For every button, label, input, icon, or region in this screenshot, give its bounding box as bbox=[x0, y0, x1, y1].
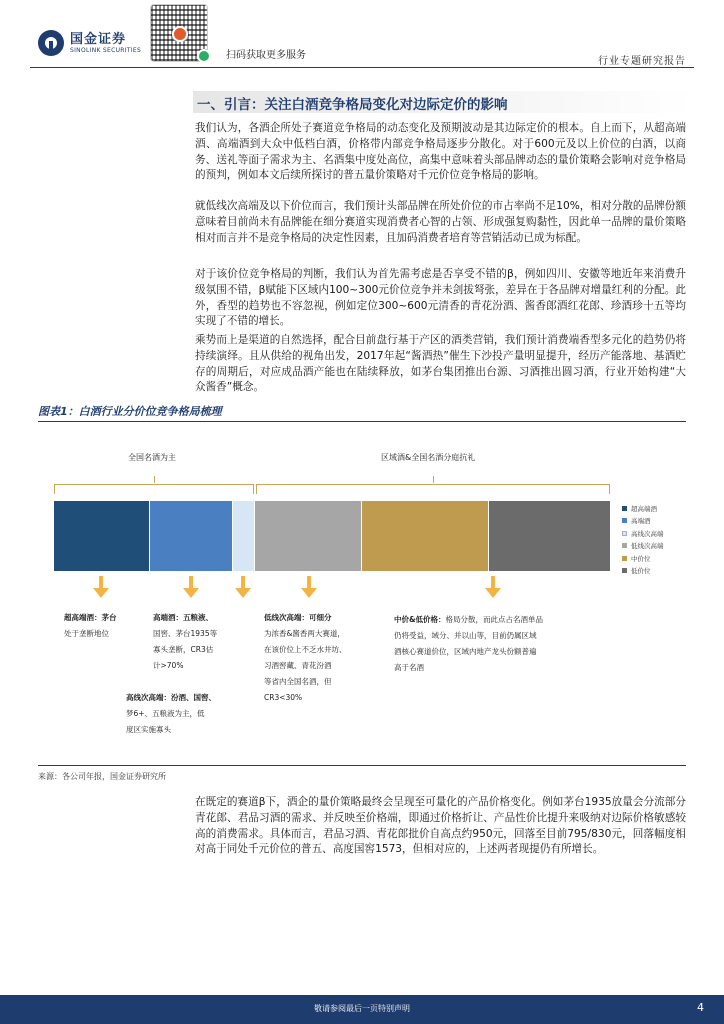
page-header bbox=[0, 0, 724, 70]
legend-item: 高端酒 bbox=[622, 515, 664, 528]
brace-right-tip bbox=[433, 476, 434, 483]
legend-item: 高线次高端 bbox=[622, 527, 664, 540]
arrow-down-icon bbox=[238, 576, 248, 598]
section-title: 一、引言：关注白酒竞争格局变化对边际定价的影响 bbox=[197, 97, 508, 113]
brace-right bbox=[256, 484, 610, 494]
source-divider bbox=[38, 765, 686, 766]
figure-title: 图表1：白酒行业分价位竞争格局梳理 bbox=[38, 405, 222, 418]
arrow-down-icon bbox=[96, 576, 106, 598]
brace-left bbox=[54, 484, 254, 494]
paragraph-1: 我们认为，各酒企所处子赛道竞争格局的动态变化及预期波动是其边际定价的根本。自上而下，从超高端酒、高端酒到大众中低档白酒，价格带内部竞争格局逐步分散化。对于600元及以上价位的白酒，以商务、送礼等面子需求为主、名酒集中度处高位，高集中意味着头部品牌动态的量价策略会影响对竞争格局的预判，例如本文后续所探讨的普五量价策略对千元价位竞争格局的影响。 bbox=[195, 122, 686, 182]
segment-low-price bbox=[489, 501, 610, 571]
price-tier-diagram bbox=[38, 424, 686, 764]
company-logo bbox=[38, 30, 141, 56]
segment-mid-price bbox=[362, 501, 488, 571]
note-mid-low-price: 中价&低价格：格局分散，而此点占名酒单品 仍将受益，域分、并以山等，目前仍属区域 酒核心赛道价位，区域内地产龙头份额普遍 高于名酒 bbox=[394, 615, 544, 672]
report-type-label: 行业专题研究报告 bbox=[598, 56, 686, 67]
figure-title-divider bbox=[38, 421, 686, 422]
logo-mark-icon bbox=[38, 30, 64, 56]
scan-prompt: 扫码获取更多服务 bbox=[226, 50, 306, 61]
caption-national-brands: 全国名酒为主 bbox=[128, 453, 176, 462]
header-divider bbox=[30, 67, 694, 68]
note-upper-sub-high-end: 高线次高端：汾酒、国窖、 梦6+、五粮液为主，低 度区实施寡头 bbox=[126, 693, 216, 734]
arrow-down-icon bbox=[488, 576, 498, 598]
footer-disclaimer: 敬请参阅最后一页特别声明 bbox=[314, 1004, 410, 1013]
logo-chinese-name: 国金证券 bbox=[70, 31, 127, 47]
chart-legend bbox=[622, 502, 664, 577]
legend-item: 低线次高端 bbox=[622, 540, 664, 553]
segment-upper-sub-high-end bbox=[233, 501, 254, 571]
qr-code-icon[interactable] bbox=[150, 4, 208, 62]
legend-swatch bbox=[622, 543, 627, 548]
note-high-end: 高端酒：五粮液、 国窖、茅台1935等 寡头垄断，CR3估 计>70% bbox=[153, 613, 218, 670]
legend-swatch bbox=[622, 531, 627, 536]
note-ultra-high-end: 超高端酒：茅台 处于垄断地位 bbox=[64, 613, 117, 638]
legend-item: 中价位 bbox=[622, 552, 664, 565]
brace-left-tip bbox=[154, 476, 155, 483]
arrow-down-icon bbox=[304, 576, 314, 598]
paragraph-4: 乘势而上是渠道的自然选择，配合目前盘行基于产区的酒类营销，我们预计消费端香型多元化的趋势仍将持续演绎。且从供给的视角出发，2017年起“酱酒热”催生下沙投产量明显提升，经历产能落地、基酒贮存的周期后，对应成品酒产能也在陆续释放，如茅台集团推出台源、习酒推出圆习酒，行业开始构建“大众酱香”概念。 bbox=[195, 334, 686, 394]
page-number: 4 bbox=[697, 1001, 704, 1014]
closing-paragraph: 在既定的赛道β下，酒企的量价策略最终会呈现至可量化的产品价格变化。例如茅台1935放量会分流部分青花郎、君品习酒的需求、并反映至价格端，即通过价格折让、产品性价比提升来吸纳对边际价格敏感较高的消费需求。具体而言，君品习酒、青花郎批价自高点约950元，回落至目前795/830元，回落幅度相对高于同处千元价位的普五、高度国窖1573，但相对应的，上述两者现提仍有所增长。 bbox=[195, 796, 686, 856]
paragraph-2: 就低线次高端及以下价位而言，我们预计头部品牌在所处价位的市占率尚不足10%，相对分散的品牌份额意味着目前尚未有品牌能在细分赛道实现消费者心智的占领、形成强复购黏性，因此单一品牌的量价策略相对而言并不是竞争格局的决定性因素，且加码消费者培育等营销活动已成为标配。 bbox=[195, 200, 686, 244]
legend-swatch bbox=[622, 506, 627, 511]
wechat-badge-icon bbox=[197, 49, 211, 63]
segment-lower-sub-high-end bbox=[255, 501, 361, 571]
caption-regional-vs-national: 区域酒&全国名酒分庭抗礼 bbox=[381, 453, 476, 462]
legend-item: 超高端酒 bbox=[622, 502, 664, 515]
section-title-band bbox=[193, 91, 693, 113]
paragraph-3: 对于该价位竞争格局的判断，我们认为首先需考虑是否享受不错的β，例如四川、安徽等地近年来消费升级氛围不错，β赋能下区域内100~300元价位竞争并未剑拔弩张，差异在于各品牌对增量红利的分配。此外，香型的趋势也不容忽视，例如定位300~600元清香的青花汾酒、酱香郎酒红花郎、珍酒珍十五等均实现了不错的增长。 bbox=[195, 268, 686, 328]
logo-english-name: SINOLINK SECURITIES bbox=[70, 46, 142, 54]
legend-swatch bbox=[622, 568, 627, 573]
segment-ultra-high-end bbox=[54, 501, 149, 571]
note-lower-sub-high-end: 低线次高端：可细分 为浓香&酱香两大赛道， 在该价位上不乏水井坊、 习酒窖藏、青花汾酒 等省内全国名酒，但 CR3<30% bbox=[264, 613, 347, 702]
figure-source: 来源：各公司年报，国金证券研究所 bbox=[38, 772, 166, 781]
legend-swatch bbox=[622, 556, 627, 561]
legend-swatch bbox=[622, 518, 627, 523]
legend-item: 低价位 bbox=[622, 565, 664, 578]
segment-high-end bbox=[150, 501, 232, 571]
arrow-down-icon bbox=[186, 576, 196, 598]
page-footer bbox=[0, 995, 724, 1024]
